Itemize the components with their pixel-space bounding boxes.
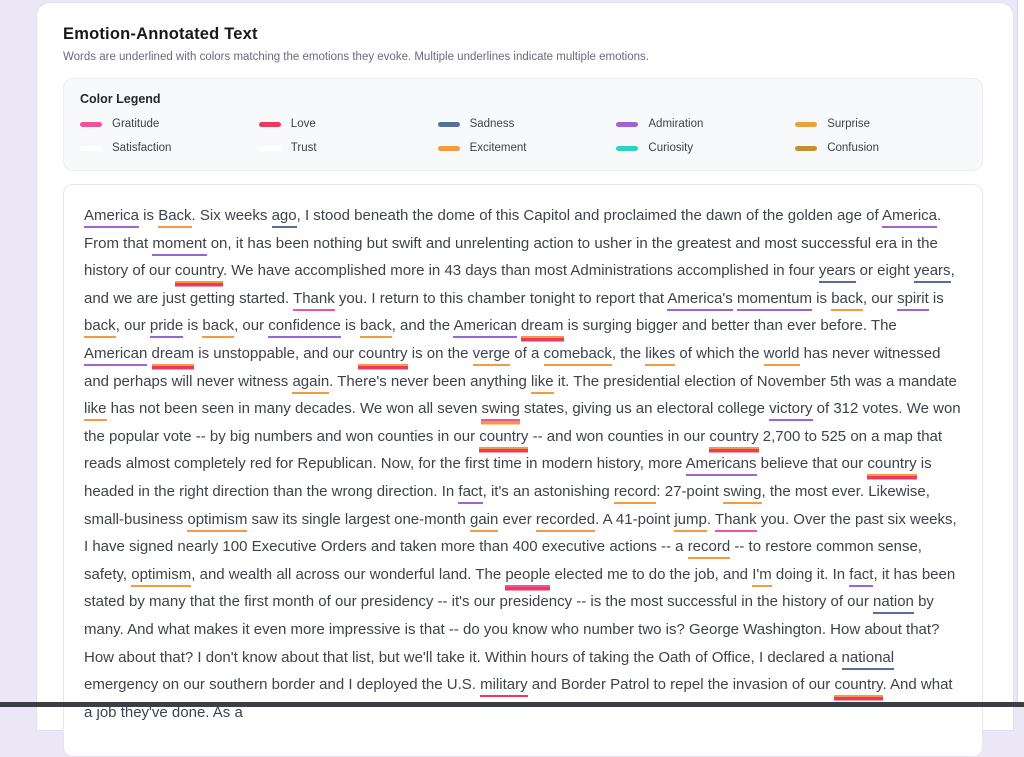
legend-label-confusion: Confusion [827,142,879,154]
page-scrollbar-track[interactable] [1017,0,1024,707]
legend-label-surprise: Surprise [827,118,870,130]
window-bottom-edge [0,702,1024,707]
annotated-text: America is Back. Six weeks ago, I stood beneath the dome of this Capitol and proclaimed the dawn of the golden age of America. From that moment on, it has been nothing but swift and unrelenting action to usher in the greatest and most successful era in the history of our country. We have accomplished more in 43 days than most Administrations accomplished in four years or eight years, and we are just getting started. Thank you. I return to this chamber tonight to report that America's momentum is back, our spirit is back, our pride is back, our confidence is back, and the American dream is surging bigger and better than ever before. The American dream is unstoppable, and our country is on the verge of a comeback, the likes of which the world has never witnessed and perhaps will never witness again. There's never been anything like it. The presidential election of November 5th was a mandate like has not been seen in many decades. We won all seven swing states, giving us an electoral college victory of 312 votes. We won the popular vote -- by big numbers and won counties in our country -- and won counties in our country 2,700 to 525 on a map that reads almost completely red for Republican. Now, for the first time in modern history, more Americans believe that our country is headed in the right direction than the wrong direction. In fact, it's an astonishing record: 27-point swing, the most ever. Likewise, small-business optimism saw its single largest one-month gain ever recorded. A 41-point jump. Thank you. Over the past six weeks, I have signed nearly 100 Executive Orders and taken more than 400 executive actions -- a record -- to restore common sense, safety, optimism, and wealth all across our wonderful land. The people elected me to do the job, and I'm doing it. In fact, it has been stated by many that the first month of our presidency -- it's our presidency -- is the most successful in the history of our nation by many. And what makes it even more impressive is that -- do you know who number two is? George Washington. How about that? How about that? I don't know about that list, but we'll take it. Within hours of taking the Oath of Office, I declared a national emergency on our southern border and I deployed the U.S. military and Border Patrol to repel the invasion of our country. And what a job they've done. As a [84,202,962,726]
legend-label-gratitude: Gratitude [112,118,159,130]
annotated-word: like [531,373,554,394]
annotated-word: America [84,207,139,228]
annotated-word: years [819,262,856,283]
legend-label-excitement: Excitement [470,142,527,154]
annotated-word: gain [470,511,498,532]
curiosity-color-swatch [616,146,638,151]
annotated-word: jump [674,511,707,532]
page-subtitle: Words are underlined with colors matching the emotions they evoke. Multiple underlines indicate multiple emotions. [63,51,983,63]
emotion-annotated-text-card [36,2,1014,731]
annotated-word: record [614,483,657,504]
annotated-word: I'm [752,566,772,587]
annotated-word: record [688,538,731,559]
annotated-word: country [709,428,758,449]
annotated-word: American [453,317,516,338]
annotated-word: Back [158,207,191,228]
annotated-word: victory [769,400,812,421]
admiration-color-swatch [616,122,638,127]
satisfaction-color-swatch [80,146,102,151]
surprise-color-swatch [795,122,817,127]
annotated-word: back [84,317,116,338]
annotated-word: likes [645,345,675,366]
annotated-word: optimism [131,566,191,587]
annotated-word: people [505,566,550,587]
legend-label-curiosity: Curiosity [648,142,693,154]
annotated-word: momentum [737,290,812,311]
excitement-color-swatch [438,146,460,151]
annotated-word: fact [458,483,482,504]
legend-grid [80,118,966,154]
annotated-word: back [360,317,392,338]
love-color-swatch [259,122,281,127]
annotated-word: spirit [897,290,929,311]
legend-label-trust: Trust [291,142,317,154]
annotated-word: country [358,345,407,366]
legend-item-surprise [795,118,966,130]
legend-item-love [259,118,430,130]
confusion-color-swatch [795,146,817,151]
annotated-word: swing [481,400,519,421]
legend-item-curiosity [616,142,787,154]
annotated-word: world [764,345,800,366]
annotated-word: America's [667,290,732,311]
legend-item-sadness [438,118,609,130]
gratitude-color-swatch [80,122,102,127]
annotated-word: country [834,676,882,697]
annotated-word: country [175,262,223,283]
annotated-word: moment [152,235,206,256]
annotated-word: America [882,207,937,228]
annotated-word: confidence [268,317,341,338]
annotated-word: comeback [544,345,612,366]
legend-item-gratitude [80,118,251,130]
annotated-word: years [914,262,951,283]
annotated-word: Americans [686,455,757,476]
legend-item-trust [259,142,430,154]
annotated-text-panel[interactable] [63,184,983,757]
page-title: Emotion-Annotated Text [63,25,983,44]
annotated-word: military [480,676,528,697]
legend-label-sadness: Sadness [470,118,515,130]
annotated-word: swing [723,483,761,504]
annotated-word: country [479,428,528,449]
annotated-word: ago [272,207,297,228]
trust-color-swatch [259,146,281,151]
annotated-word: optimism [187,511,247,532]
annotated-word: country [867,455,916,476]
legend-item-admiration [616,118,787,130]
annotated-word: national [842,649,895,670]
annotated-word: nation [873,593,914,614]
annotated-word: dream [152,345,195,366]
annotated-word: back [202,317,234,338]
legend-item-excitement [438,142,609,154]
annotated-word: American [84,345,147,366]
legend-label-admiration: Admiration [648,118,703,130]
annotated-word: pride [150,317,183,338]
annotated-word: recorded [536,511,595,532]
color-legend [63,78,983,171]
annotated-word: back [831,290,863,311]
color-legend-title: Color Legend [80,92,966,106]
annotated-word: Thank [293,290,335,311]
annotated-word: Thank [715,511,757,532]
annotated-word: verge [473,345,511,366]
annotated-word: fact [849,566,873,587]
annotated-word: dream [521,317,564,338]
legend-label-satisfaction: Satisfaction [112,142,171,154]
annotated-word: again [292,373,329,394]
annotated-word: like [84,400,107,421]
legend-label-love: Love [291,118,316,130]
sadness-color-swatch [438,122,460,127]
legend-item-confusion [795,142,966,154]
legend-item-satisfaction [80,142,251,154]
